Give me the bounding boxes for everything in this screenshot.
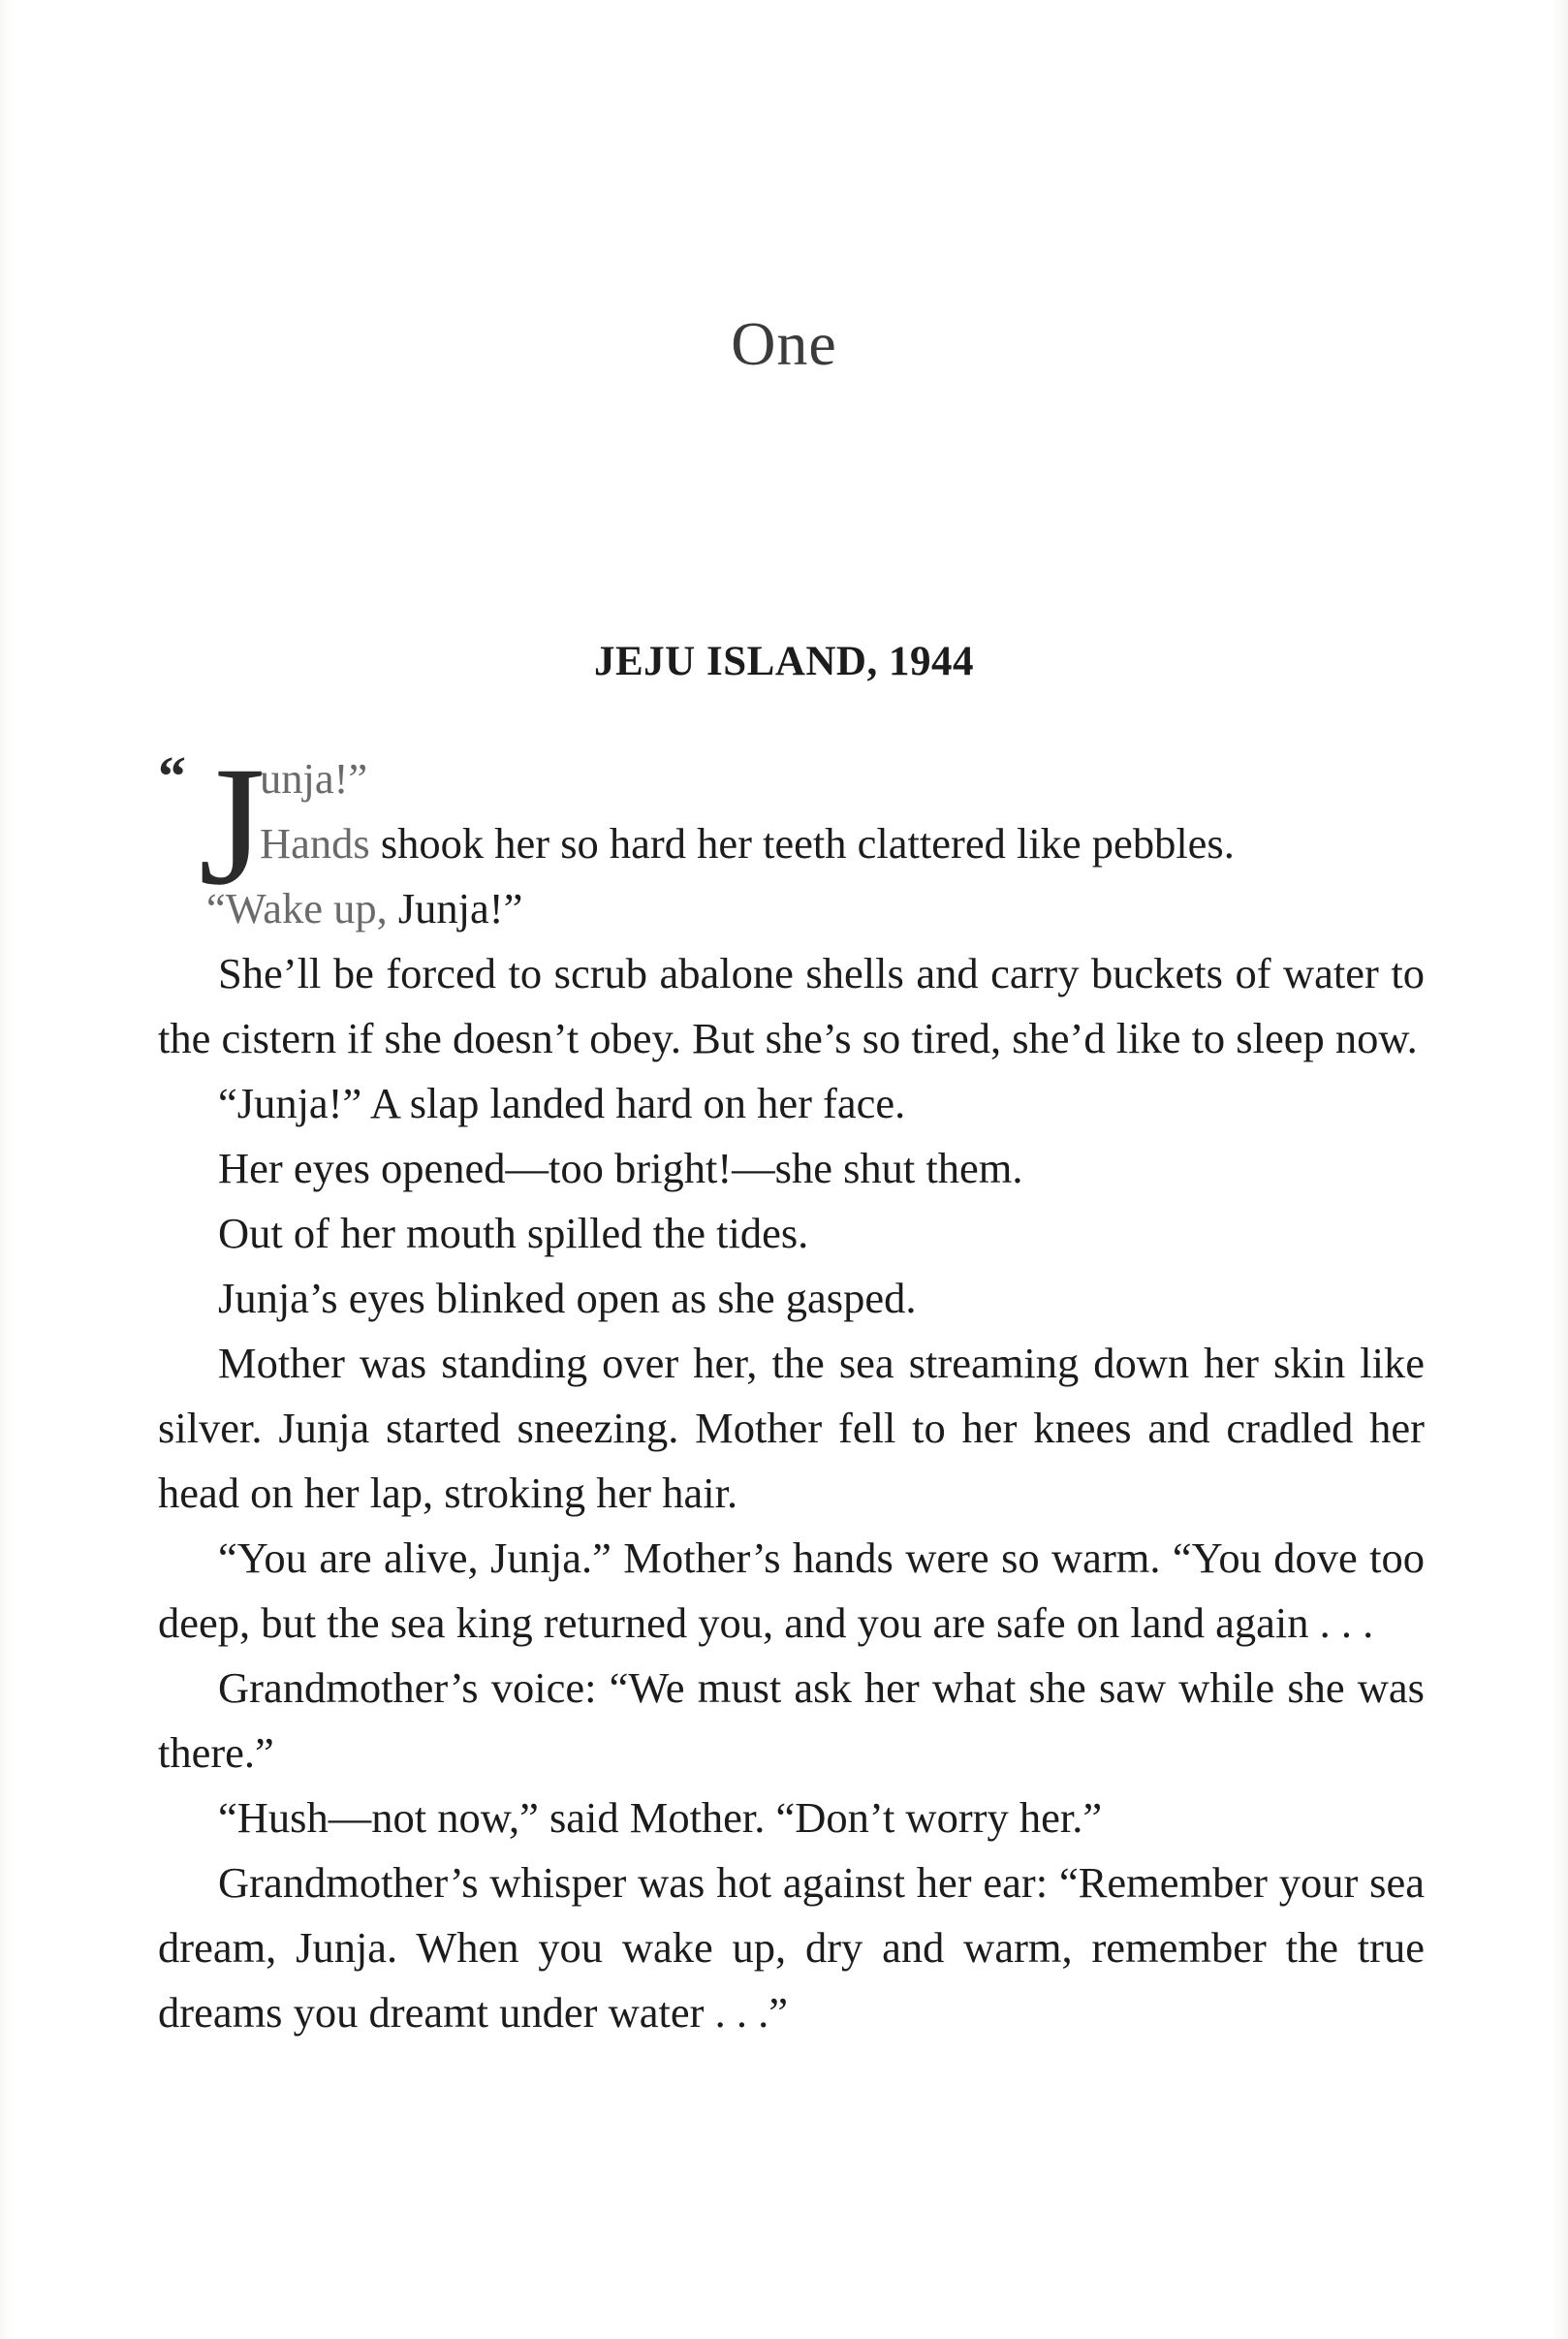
- opening-line-3-rest: Junja!”: [387, 884, 523, 932]
- opening-line-3: [206, 876, 1425, 941]
- paragraph: Out of her mouth spilled the tides.: [218, 1209, 809, 1257]
- paragraph: “Junja!” A slap landed hard on her face.: [218, 1079, 906, 1127]
- paragraph: Grandmother’s whisper was hot against her ear: “Remember your sea dream, Junja. When you wake up, dry and warm, remember the true dreams you dreamt under water . . .”: [158, 1858, 1425, 2037]
- paragraph: Mother was standing over her, the sea streaming down her skin like silver. Junja started sneezing. Mother fell to her knees and cradled her head on her lap, stroking her hair.: [158, 1339, 1425, 1517]
- opening-line-2-rest: shook her so hard her teeth clattered like pebbles.: [369, 819, 1235, 868]
- chapter-heading: JEJU ISLAND, 1944: [594, 639, 974, 684]
- chapter-body: [158, 732, 1425, 2045]
- opening-line-2-lead: Hands: [260, 819, 370, 868]
- opening-line-1-text: unja!”: [260, 754, 368, 803]
- opening-dropcap-block: [158, 732, 1425, 941]
- paragraph: “You are alive, Junja.” Mother’s hands were so warm. “You dove too deep, but the sea king returned you, and you are safe on land again . . .: [158, 1533, 1425, 1647]
- paragraph: Grandmother’s voice: “We must ask her what she saw while she was there.”: [158, 1663, 1425, 1777]
- opening-line-3-lead: “Wake up,: [206, 884, 388, 932]
- chapter-title: One: [731, 309, 837, 378]
- opening-quote-mark: “: [158, 744, 186, 807]
- paragraph: She’ll be forced to scrub abalone shells and carry buckets of water to the cistern if she doesn’t obey. But she’s so tired, she’d like to sleep now.: [158, 949, 1425, 1062]
- paragraph: Junja’s eyes blinked open as she gasped.: [218, 1274, 917, 1322]
- opening-line-1: [260, 746, 1425, 811]
- opening-line-2: [260, 811, 1425, 876]
- paragraph: Her eyes opened—too bright!—she shut them.: [218, 1144, 1023, 1192]
- drop-cap-letter: J: [199, 732, 266, 921]
- paragraph: “Hush—not now,” said Mother. “Don’t worry her.”: [218, 1793, 1103, 1842]
